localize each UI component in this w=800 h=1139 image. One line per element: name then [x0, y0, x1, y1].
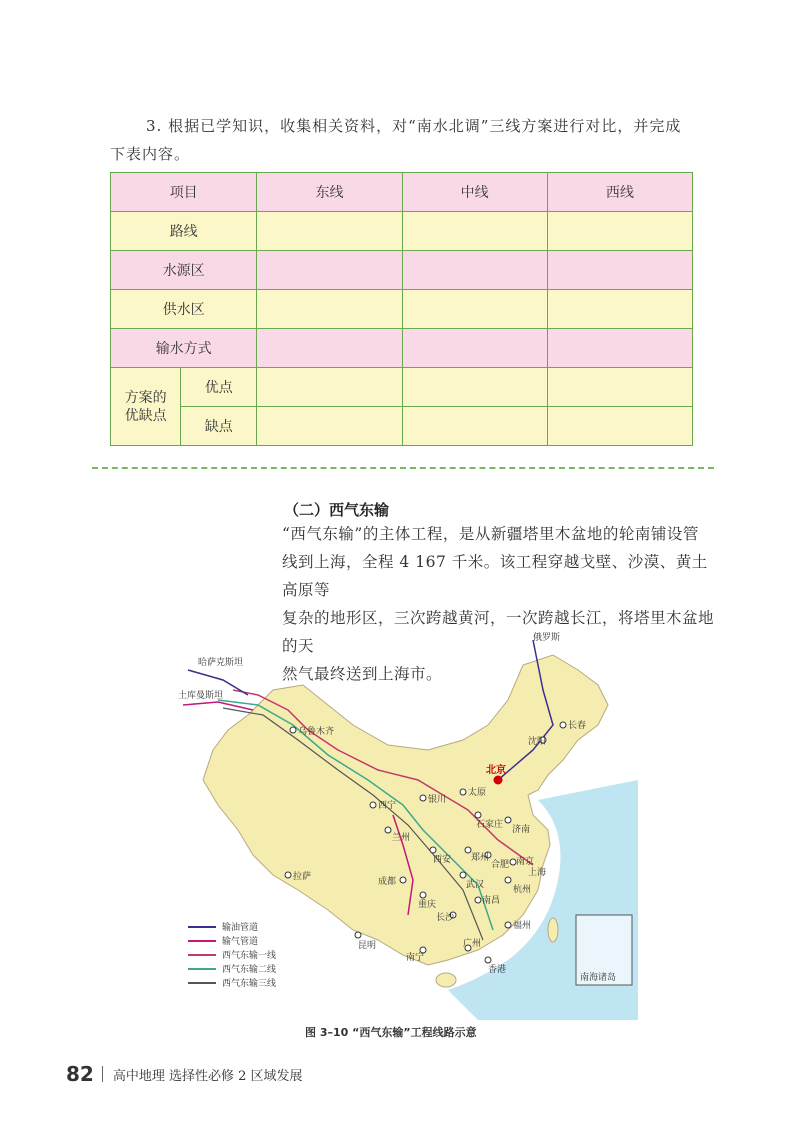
question-line-1: 3. 根据已学知识，收集相关资料，对“南水北调”三线方案进行对比，并完成: [146, 117, 682, 135]
header-cell-west: 西线: [547, 173, 692, 212]
table-row: [111, 212, 693, 251]
label-kazakhstan: 哈萨克斯坦: [198, 658, 244, 668]
label-zhengzhou: 郑州: [471, 853, 490, 863]
map-svg: [178, 630, 638, 1020]
label-wuhan: 武汉: [466, 880, 485, 890]
table-cell[interactable]: [547, 251, 692, 290]
row-label-route: 路线: [111, 212, 257, 251]
pipeline-map: [178, 630, 638, 1020]
table-cell[interactable]: [257, 251, 402, 290]
table-cell[interactable]: [547, 329, 692, 368]
label-turkmenistan: 土库曼斯坦: [178, 691, 224, 701]
question-text: [110, 112, 710, 168]
label-xining: 西宁: [378, 801, 397, 811]
section-title: （二）西气东输: [284, 501, 390, 519]
table-row: [111, 368, 693, 407]
paragraph-line: 线到上海，全程 4 167 千米。该工程穿越戈壁、沙漠、黄土高原等: [282, 553, 708, 599]
label-beijing: 北京: [486, 765, 506, 776]
label-kunming: 昆明: [358, 941, 377, 951]
label-urumqi: 乌鲁木齐: [298, 727, 335, 737]
paragraph-line: 复杂的地形区，三次跨越黄河，一次跨越长江，将塔里木盆地的天: [282, 609, 715, 655]
label-yinchuan: 银川: [428, 795, 447, 805]
legend-label-line1: 西气东输一线: [222, 951, 277, 961]
header-cell-item: 项目: [111, 173, 257, 212]
table-cell[interactable]: [402, 368, 547, 407]
paragraph-line: “西气东输”的主体工程，是从新疆塔里木盆地的轮南铺设管: [282, 525, 699, 543]
table-cell[interactable]: [257, 407, 402, 446]
label-hangzhou: 杭州: [513, 885, 532, 895]
legend-label-line2: 西气东输二线: [222, 965, 277, 975]
label-jinan: 济南: [512, 825, 531, 835]
table-cell[interactable]: [257, 329, 402, 368]
label-xian: 西安: [433, 855, 452, 865]
book-title: 高中地理 选择性必修 2 区域发展: [112, 1068, 303, 1084]
table-cell[interactable]: [257, 368, 402, 407]
table-cell[interactable]: [547, 368, 692, 407]
page-footer: [66, 1062, 303, 1086]
table-row: [111, 251, 693, 290]
label-chongqing: 重庆: [418, 900, 437, 910]
label-taiyuan: 太原: [468, 788, 487, 798]
map-legend: [188, 921, 276, 989]
row-label-method: 输水方式: [111, 329, 257, 368]
table-cell[interactable]: [547, 290, 692, 329]
row-label-cons: 缺点: [181, 407, 257, 446]
label-lhasa: 拉萨: [293, 872, 312, 882]
paragraph-line: 然气最终送到上海市。: [282, 665, 443, 683]
label-changchun: 长春: [568, 721, 587, 731]
label-hongkong: 香港: [488, 965, 507, 975]
label-guangzhou: 广州: [463, 939, 482, 949]
label-shenyang: 沈阳: [528, 737, 547, 747]
label-south-sea: 南海诸岛: [580, 973, 617, 983]
section-divider: [92, 467, 714, 469]
label-russia: 俄罗斯: [533, 633, 561, 643]
legend-label-gas: 输气管道: [222, 937, 259, 947]
table-cell[interactable]: [257, 212, 402, 251]
table-cell[interactable]: [402, 407, 547, 446]
row-label-pros: 优点: [181, 368, 257, 407]
label-fuzhou: 福州: [513, 921, 532, 931]
label-changsha: 长沙: [436, 913, 455, 923]
table-cell[interactable]: [402, 329, 547, 368]
footer-divider: [102, 1066, 103, 1082]
row-label-supply: 供水区: [111, 290, 257, 329]
row-label-merits: 方案的 优缺点: [111, 368, 181, 446]
table-cell[interactable]: [257, 290, 402, 329]
table-cell[interactable]: [402, 290, 547, 329]
label-shanghai: 上海: [528, 868, 547, 878]
legend-label-line3: 西气东输三线: [222, 979, 277, 989]
label-nanchang: 南昌: [482, 896, 501, 906]
table-cell[interactable]: [402, 212, 547, 251]
table-cell[interactable]: [547, 212, 692, 251]
taiwan-island: [548, 918, 558, 942]
legend-label-oil: 输油管道: [222, 923, 259, 933]
table-row: [111, 290, 693, 329]
label-shijiazhuang: 石家庄: [476, 820, 504, 830]
question-line-2: 下表内容。: [110, 145, 191, 163]
hainan-island: [436, 973, 456, 987]
table-row: [111, 329, 693, 368]
label-chengdu: 成都: [378, 877, 397, 887]
header-cell-middle: 中线: [402, 173, 547, 212]
table-cell[interactable]: [402, 251, 547, 290]
table-row: [111, 407, 693, 446]
table-cell[interactable]: [547, 407, 692, 446]
page-number: 82: [66, 1062, 94, 1086]
label-lanzhou: 兰州: [392, 833, 411, 843]
label-hefei: 合肥: [491, 860, 510, 870]
label-nanjing: 南京: [516, 857, 535, 867]
label-nanning: 南宁: [406, 953, 425, 963]
header-cell-east: 东线: [257, 173, 402, 212]
comparison-table: [110, 172, 693, 446]
figure-caption: 图 3–10 “西气东输”工程线路示意: [305, 1026, 477, 1039]
row-label-source: 水源区: [111, 251, 257, 290]
table-header-row: [111, 173, 693, 212]
